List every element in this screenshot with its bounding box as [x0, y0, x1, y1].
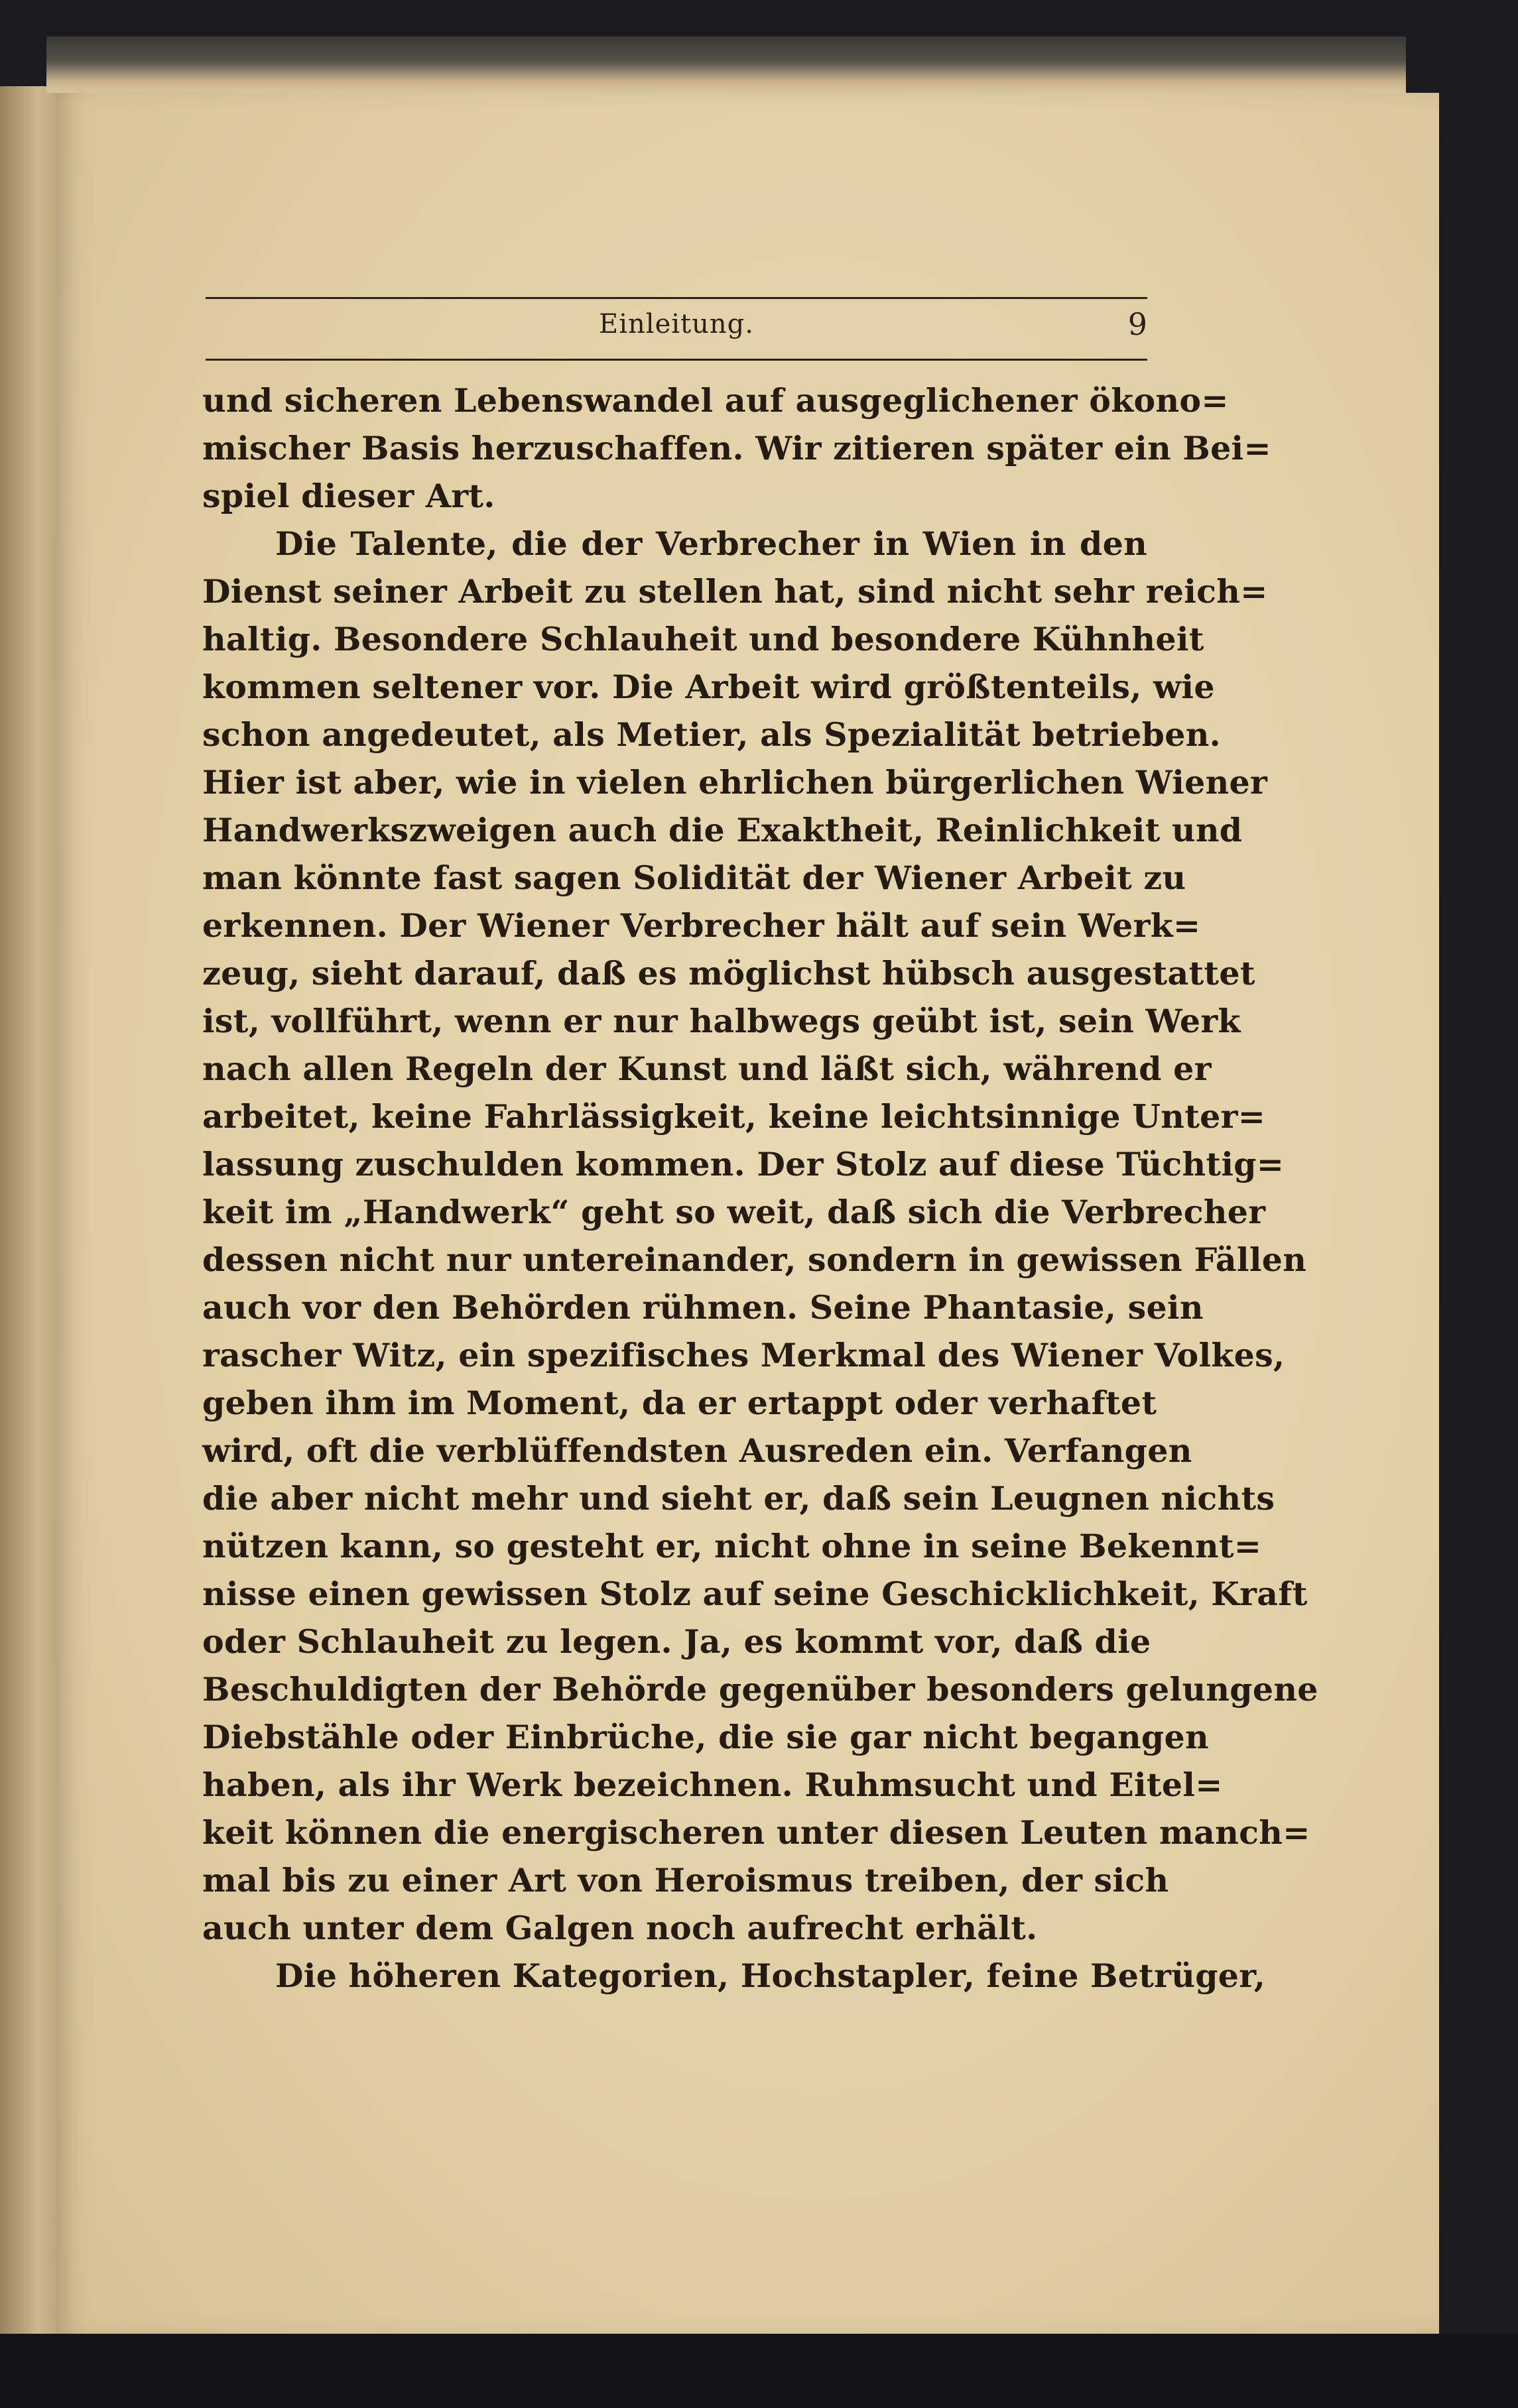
text-line: Handwerkszweigen auch die Exaktheit, Reinlichkeit und — [202, 811, 1243, 849]
text-line: keit können die energischeren unter diesen Leuten manch= — [202, 1813, 1310, 1852]
text-line: zeug, sieht darauf, daß es möglichst hübsch ausgestattet — [202, 954, 1255, 993]
page-number: 9 — [1127, 306, 1147, 342]
text-line: schon angedeutet, als Metier, als Spezialität betrieben. — [202, 715, 1221, 754]
text-line: geben ihm im Moment, da er ertappt oder verhaftet — [202, 1384, 1157, 1422]
text-line: Beschuldigten der Behörde gegenüber besonders gelungene — [202, 1670, 1318, 1709]
text-line: nisse einen gewissen Stolz auf seine Geschicklichkeit, Kraft — [202, 1575, 1308, 1613]
scan-background — [0, 2334, 1518, 2408]
text-line: nützen kann, so gesteht er, nicht ohne in seine Bekennt= — [202, 1527, 1262, 1565]
text-line: oder Schlauheit zu legen. Ja, es kommt vor, daß die — [202, 1622, 1151, 1661]
text-line: Die höheren Kategorien, Hochstapler, feine Betrüger, — [275, 1957, 1266, 1995]
text-line: und sicheren Lebenswandel auf ausgeglichener ökono= — [202, 381, 1229, 420]
text-line: Diebstähle oder Einbrüche, die sie gar nicht begangen — [202, 1718, 1209, 1756]
text-line: dessen nicht nur untereinander, sondern in gewissen Fällen — [202, 1240, 1307, 1279]
text-line: wird, oft die verblüffendsten Ausreden ein. Verfangen — [202, 1431, 1192, 1470]
text-line: nach allen Regeln der Kunst und läßt sich, während er — [202, 1050, 1212, 1088]
text-line: arbeitet, keine Fahrlässigkeit, keine leichtsinnige Unter= — [202, 1097, 1266, 1136]
text-line: auch unter dem Galgen noch aufrecht erhält. — [202, 1909, 1038, 1947]
header-rule-top — [206, 297, 1147, 299]
header-rule-bottom — [206, 359, 1147, 361]
book-spine — [46, 36, 1406, 93]
left-page-edge — [0, 86, 63, 2340]
text-line: spiel dieser Art. — [202, 477, 495, 515]
text-line: die aber nicht mehr und sieht er, daß sein Leugnen nichts — [202, 1479, 1275, 1518]
text-line: Hier ist aber, wie in vielen ehrlichen bürgerlichen Wiener — [202, 763, 1268, 802]
text-line: Die Talente, die der Verbrecher in Wien in den — [275, 524, 1147, 563]
text-line: kommen seltener vor. Die Arbeit wird größtenteils, wie — [202, 668, 1215, 706]
body-text — [202, 377, 1318, 2000]
text-line: mischer Basis herzuschaffen. Wir zitieren später ein Bei= — [202, 429, 1271, 467]
text-line: Dienst seiner Arbeit zu stellen hat, sind nicht sehr reich= — [202, 572, 1268, 611]
running-head: Einleitung. — [599, 309, 754, 339]
text-line: erkennen. Der Wiener Verbrecher hält auf sein Werk= — [202, 906, 1201, 945]
text-line: rascher Witz, ein spezifisches Merkmal des Wiener Volkes, — [202, 1336, 1285, 1374]
text-line: auch vor den Behörden rühmen. Seine Phantasie, sein — [202, 1288, 1204, 1327]
text-line: keit im „Handwerk“ geht so weit, daß sich die Verbrecher — [202, 1193, 1266, 1231]
page-header — [206, 297, 1147, 361]
text-line: mal bis zu einer Art von Heroismus treiben, der sich — [202, 1861, 1169, 1899]
text-line: haben, als ihr Werk bezeichnen. Ruhmsucht und Eitel= — [202, 1766, 1223, 1804]
text-line: man könnte fast sagen Solidität der Wiener Arbeit zu — [202, 859, 1186, 897]
text-line: ist, vollführt, wenn er nur halbwegs geübt ist, sein Werk — [202, 1002, 1241, 1040]
text-line: lassung zuschulden kommen. Der Stolz auf diese Tüchtig= — [202, 1145, 1285, 1183]
text-line: haltig. Besondere Schlauheit und besondere Kühnheit — [202, 620, 1204, 658]
